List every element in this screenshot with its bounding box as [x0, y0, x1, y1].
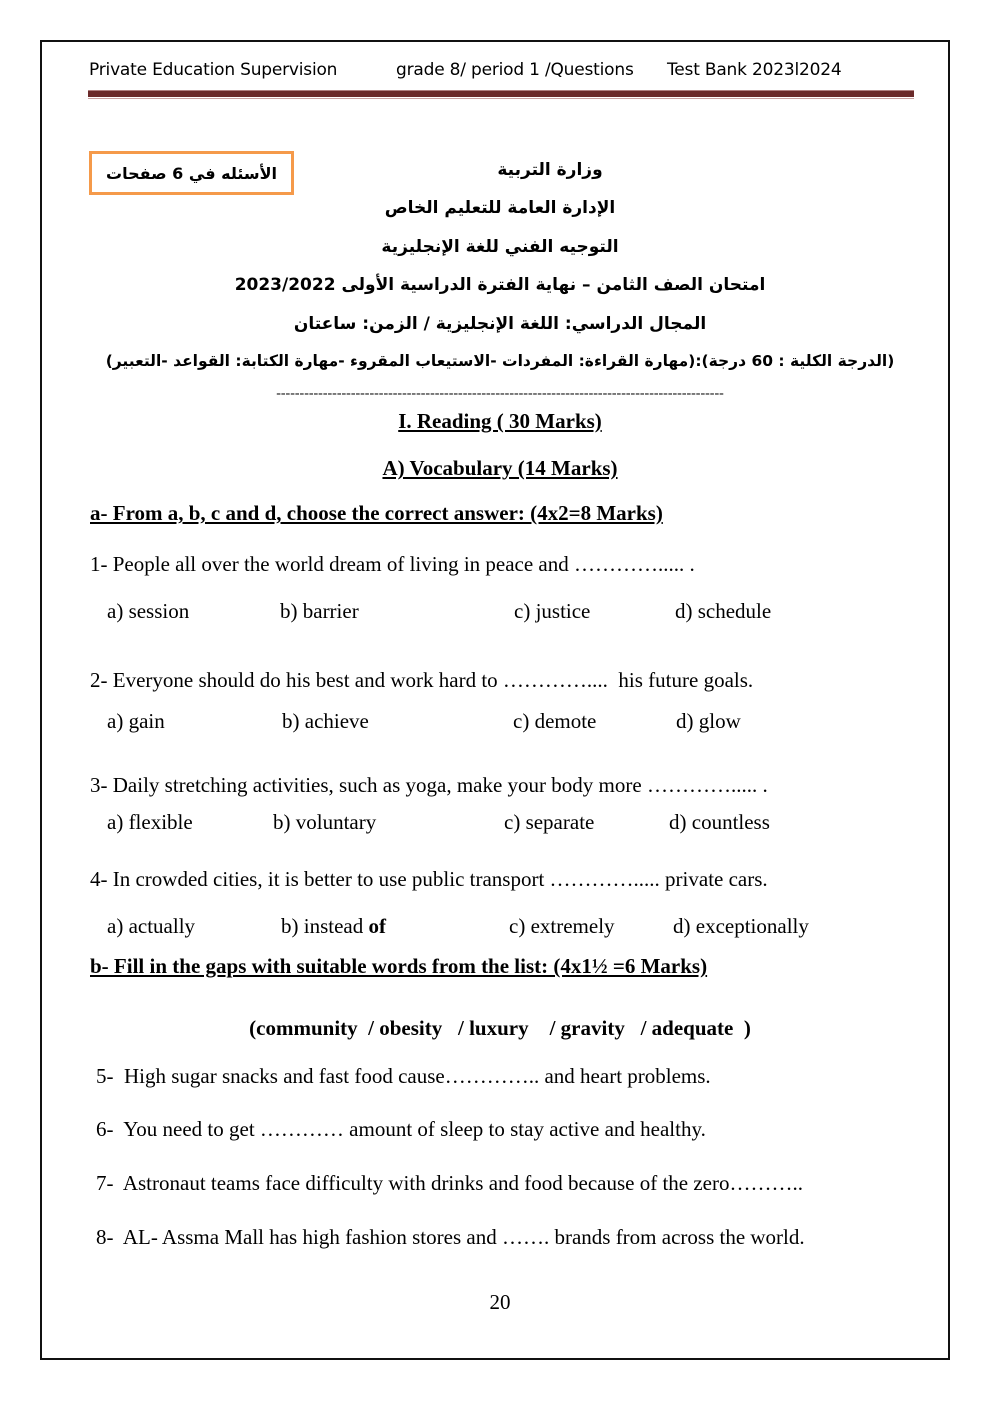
- header-rule: [88, 90, 914, 97]
- q4-option-d: d) exceptionally: [673, 914, 809, 938]
- q3-option-d: d) countless: [669, 810, 770, 834]
- q4-option-b-bold: of: [368, 914, 386, 938]
- q2-option-a: a) gain: [107, 709, 165, 733]
- header-middle: grade 8/ period 1 /Questions: [396, 60, 634, 80]
- q4-option-b: [281, 914, 386, 939]
- part-b-instruction: b- Fill in the gaps with suitable words from the list: (4x1½ =6 Marks): [90, 954, 708, 978]
- question-5: 5- High sugar snacks and fast food cause………….. and heart problems.: [96, 1064, 711, 1088]
- total-marks-skills: (الدرجة الكلية : 60 درجة):(مهارة القراءة: المفردات -الاستيعاب المقروء -مهارة الكتابة: القواعد -التعبير): [105, 352, 895, 370]
- ministry-title: وزارة التربية: [497, 160, 603, 180]
- question-7: 7- Astronaut teams face difficulty with drinks and food because of the zero………..: [96, 1171, 803, 1195]
- q2-option-d: d) glow: [676, 709, 741, 733]
- directorate-title: الإدارة العامة للتعليم الخاص: [384, 198, 616, 218]
- q2-option-c: c) demote: [513, 709, 597, 733]
- question-8: 8- AL- Assma Mall has high fashion stores and ……. brands from across the world.: [96, 1225, 805, 1249]
- question-3: 3- Daily stretching activities, such as yoga, make your body more …………..... .: [90, 773, 768, 797]
- q1-option-b: b) barrier: [280, 599, 359, 623]
- question-6: 6- You need to get ………… amount of sleep to stay active and healthy.: [96, 1117, 706, 1141]
- part-a-instruction: a- From a, b, c and d, choose the correct answer: (4x2=8 Marks): [90, 501, 663, 525]
- q3-option-b: b) voluntary: [273, 810, 377, 834]
- q4-option-c: c) extremely: [509, 914, 615, 938]
- q4-option-a: a) actually: [107, 914, 196, 938]
- header-rule-thin: [88, 98, 914, 99]
- q1-option-d: d) schedule: [675, 599, 772, 623]
- exam-title: امتحان الصف الثامن – نهاية الفترة الدراسية الأولى 2023/2022: [234, 275, 766, 295]
- question-1: 1- People all over the world dream of living in peace and …………..... .: [90, 552, 695, 576]
- q3-option-a: a) flexible: [107, 810, 193, 834]
- page-header: [89, 60, 909, 140]
- q3-option-c: c) separate: [504, 810, 595, 834]
- page-number: 20: [489, 1290, 511, 1314]
- pages-count-badge: الأسئله في 6 صفحات: [89, 151, 294, 195]
- question-4: 4- In crowded cities, it is better to use public transport …………..... private cars.: [90, 867, 768, 891]
- separator-line: ------------------------------------------------------------------------------------------------: [276, 386, 724, 401]
- subject-time: المجال الدراسي: اللغة الإنجليزية / الزمن: ساعتان: [293, 314, 707, 334]
- question-2: 2- Everyone should do his best and work hard to ………….... his future goals.: [90, 668, 754, 692]
- section-subtitle: A) Vocabulary (14 Marks): [382, 456, 618, 480]
- q1-option-a: a) session: [107, 599, 190, 623]
- q4-option-b-text: b) instead: [281, 914, 369, 938]
- q1-option-c: c) justice: [514, 599, 591, 623]
- header-left: Private Education Supervision: [89, 60, 338, 80]
- word-list: (community / obesity / luxury / gravity / adequate ): [249, 1016, 751, 1040]
- header-right: Test Bank 2023l2024: [667, 60, 842, 80]
- section-title: I. Reading ( 30 Marks): [398, 409, 602, 433]
- q2-option-b: b) achieve: [282, 709, 369, 733]
- supervision-title: التوجيه الفني للغة الإنجليزية: [381, 237, 619, 257]
